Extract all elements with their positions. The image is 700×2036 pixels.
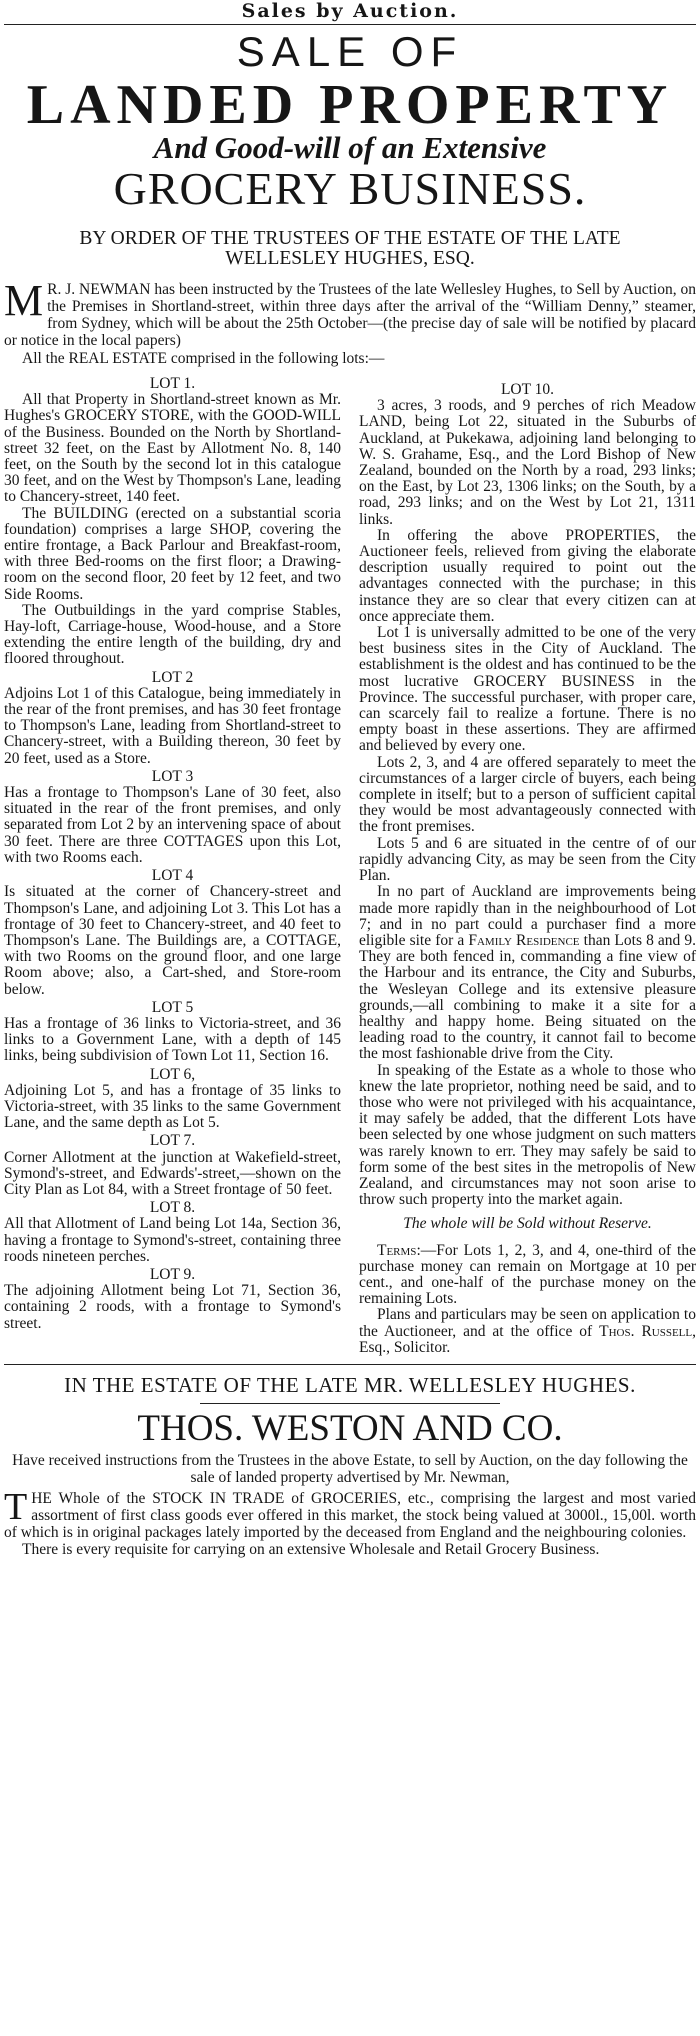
top-rule [4,24,696,25]
received-instructions: Have received instructions from the Trustees in the above Estate, to sell by Auction, on the day following the sale of landed property advertised by Mr. Newman, [12,1451,688,1486]
requisite-paragraph: There is every requisite for carrying on an extensive Wholesale and Retail Grocery Business. [22,1540,600,1558]
lot-4-description: Is situated at the corner of Chancery-street and Thompson's Lane, and adjoining Lot 3. This Lot has a frontage of 30 feet to Chancery-street, and 40 feet to Thompson's Lane. The Buildings are, a COTTAGE, with two Rooms on the ground floor, and one large Room above; also, a Cart-shed, and Store-room below. [4,883,341,998]
lot-5-title: LOT 5 [151,998,194,1016]
no-reserve-note: The whole will be Sold without Reserve. [403,1215,652,1233]
lot-9-description: The adjoining Allotment being Lot 71, Section 36, containing 2 roods, with a frontage to Symond's street. [4,1282,341,1332]
intro-dropcap: M [4,276,44,325]
lot-10-description: 3 acres, 3 roods, and 9 perches of rich Meadow LAND, being Lot 22, situated in the Suburbs of Auckland, at Pukekawa, adjoining land belonging to W. S. Grahame, Esq., and the Lord Bishop of New Zealand, bounded on the North by a road, 293 links; on the East, by Lot 23, 1306 links; on the South, by a road, 293 links; and on the West by Lot 21, 1311 links. [359,397,696,528]
right-column [359,374,696,1356]
lots-2-4-paragraph: Lots 2, 3, and 4 are offered separately to meet the circumstances of a larger circle of buyers, each being complete in itself; but to a person of sufficient capital they would be most advantageously connected with the front premises. [359,753,696,836]
lot-1-title: LOT 1. [149,375,196,392]
lot-3-title: LOT 3 [151,767,194,785]
headline-sale-of: SALE OF [236,28,464,75]
offering-paragraph: In offering the above PROPERTIES, the Auctioneer feels, relieved from giving the elaborate description usually required to point out the advantages connected with the purchase; in this instance they are so clear that every citizen can at once appreciate them. [359,526,696,625]
lot-6-title: LOT 6, [149,1065,196,1083]
lot-5-description: Has a frontage of 36 links to Victoria-street, and 36 links to a Government Lane, with a depth of 145 links, being subdivision of Town Lot 11, Section 16. [4,1014,341,1065]
stock-text: HE Whole of the STOCK IN TRADE of GROCERIES, etc., comprising the largest and most varied assortment of first class goods ever offered in this market, the stock being valued at 3000l., 15,00l. worth of which is in original packages lately imported by the deceased from England and the neighbouring colonies. [4,1489,696,1541]
lot-7-description: Corner Allotment at the junction at Wakefield-street, Symond's-street, and Edwards'-street,—shown on the City Plan as Lot 84, with a Street frontage of 50 feet. [4,1148,341,1198]
plans-text-b: , Esq., Solicitor. [359,1322,696,1356]
terms-paragraph [359,1243,696,1308]
plans-paragraph [359,1307,696,1356]
lot-8-description: All that Allotment of Land being Lot 14a, Section 36, having a frontage to Symond's-street, containing three roods nineteen perches. [4,1215,341,1265]
stock-dropcap: T [4,1485,28,1528]
headline-grocery-business: GROCERY BUSINESS. [113,163,587,214]
estate-whole-paragraph: In speaking of the Estate as a whole to those who knew the late proprietor, nothing need be said, and to those who were not privileged with his acquaintance, it may safely be added, that the different Lots have been selected by one whose judgment on such matters was rarely known to err. They may safely be said to form some of the best sites in the metropolis of New Zealand, and circumstances may not soon arise to throw such property into the market again. [359,1061,696,1209]
lots-columns [4,374,696,1356]
lot-1-description: All that Property in Shortland-street known as Mr. Hughes's GROCERY STORE, with the GOOD-WILL of the Business. Bounded on the North by Shortland-street 32 feet, on the East by Allotment No. 8, 140 feet, on the South by the second lot in this catalogue 30 feet, and on the West by Thompson's Lane, leading to Chancery-street, 140 feet. [4,391,341,506]
section-banner: Sales by Auction. [241,0,459,22]
lot-7-title: LOT 7. [149,1132,196,1150]
improvements-text-b: than Lots 8 and 9. They are both fenced in, commanding a fine view of the Harbour and its entrance, the City and Suburbs, the Wesleyan College and its extensive pleasure grounds,—all combining to make it a site for a healthy and happy home. Being situated on the leading road to the country, it cannot fail to become the most fashionable drive from the City. [359,931,697,1063]
lot-1-building: The BUILDING (erected on a substantial scoria foundation) comprises a large SHOP, covering the entire frontage, a Back Parlour and Breakfast-room, with three Bed-rooms on the first floor; a Drawing-room on the second floor, 20 feet by 12 feet, and two Side Rooms. [4,504,341,603]
family-residence: Family Residence [468,931,580,949]
lot-8-title: LOT 8. [149,1199,196,1217]
intro-text: R. J. NEWMAN has been instructed by the Trustees of the late Wellesley Hughes, to Sell by Auction, on the Premises in Shortland-street, within three days after the arrival of the “William Denny,” steamer, from Sydney, which will be about the 25th October—(the precise day of sale will be notified by placard or notice in the local papers) [4,281,696,349]
improvements-paragraph [359,884,696,1062]
lot-3-description: Has a frontage to Thompson's Lane of 30 feet, also situated in the rear of the front premises, and only separated from Lot 2 by an intervening space of about 30 feet. There are three COTTAGES upon this Lot, with two Rooms each. [4,784,341,866]
estate-heading: IN THE ESTATE OF THE LATE MR. WELLESLEY HUGHES. [64,1372,636,1397]
headline-goodwill: And Good-will of an Extensive [153,130,547,165]
lot-9-title: LOT 9. [149,1265,196,1283]
short-rule [200,1403,500,1404]
lot-6-description: Adjoining Lot 5, and has a frontage of 35 links to Victoria-street, with 35 links to the same Government Lane, and the same depth as Lot 5. [4,1081,341,1132]
improvements-text-a: In no part of Auckland are improvements being made more rapidly than in the neighbourhood of Lot 7; and in no part could a purchaser find a more eligible site for a [359,883,696,949]
stock-paragraph [4,1485,696,1541]
lot-2-description: Adjoins Lot 1 of this Catalogue, being immediately in the rear of the front premises, and has 30 feet frontage to Thompson's Lane, leading from Shortland-street to Chancery-street, with a Building thereon, 30 feet by 20 feet, used as a Store. [4,684,341,767]
lot-1-praise-paragraph: Lot 1 is universally admitted to be one of the very best business sites in the City of Auckland. The establishment is the oldest and has continued to be the most lucrative GROCERY BUSINESS in the Province. The successful purchaser, with proper care, can scarcely fail to realize a fortune. There is no empty boast in these assertions. They are affirmed and believed by every one. [359,624,696,755]
plans-text-a: Plans and particulars may be seen on application to the Auctioneer, and at the office of [359,1306,696,1340]
section-divider [4,1364,696,1365]
left-column [4,374,341,1356]
terms-text: :—For Lots 1, 2, 3, and 4, one-third of the purchase money can remain on Mortgage at 10 per cent., and one-half of the purchase money on the remaining Lots. [359,1241,696,1308]
all-real-estate-line: All the REAL ESTATE comprised in the following lots:— [22,350,385,367]
intro-paragraph [4,276,696,349]
lot-10-title: LOT 10. [500,381,555,398]
lot-2-title: LOT 2 [151,668,194,686]
lot-1-outbuildings: The Outbuildings in the yard comprise Stables, Hay-loft, Carriage-house, Wood-house, and a Store extending the entire length of the building, dry and floored throughout. [4,601,341,668]
lot-4-title: LOT 4 [151,867,194,885]
weston-heading: THOS. WESTON AND CO. [137,1407,563,1449]
lots-5-6-paragraph: Lots 5 and 6 are situated in the centre of of our rapidly advancing City, as may be seen from the City Plan. [359,834,696,885]
order-line-2: WELLESLEY HUGHES, ESQ. [225,248,475,269]
solicitor-name: Thos. Russell [599,1322,693,1340]
headline-landed-property: LANDED PROPERTY [26,74,674,136]
terms-label: Terms [377,1241,417,1259]
order-line-1: BY ORDER OF THE TRUSTEES OF THE ESTATE OF THE LATE [79,228,621,249]
